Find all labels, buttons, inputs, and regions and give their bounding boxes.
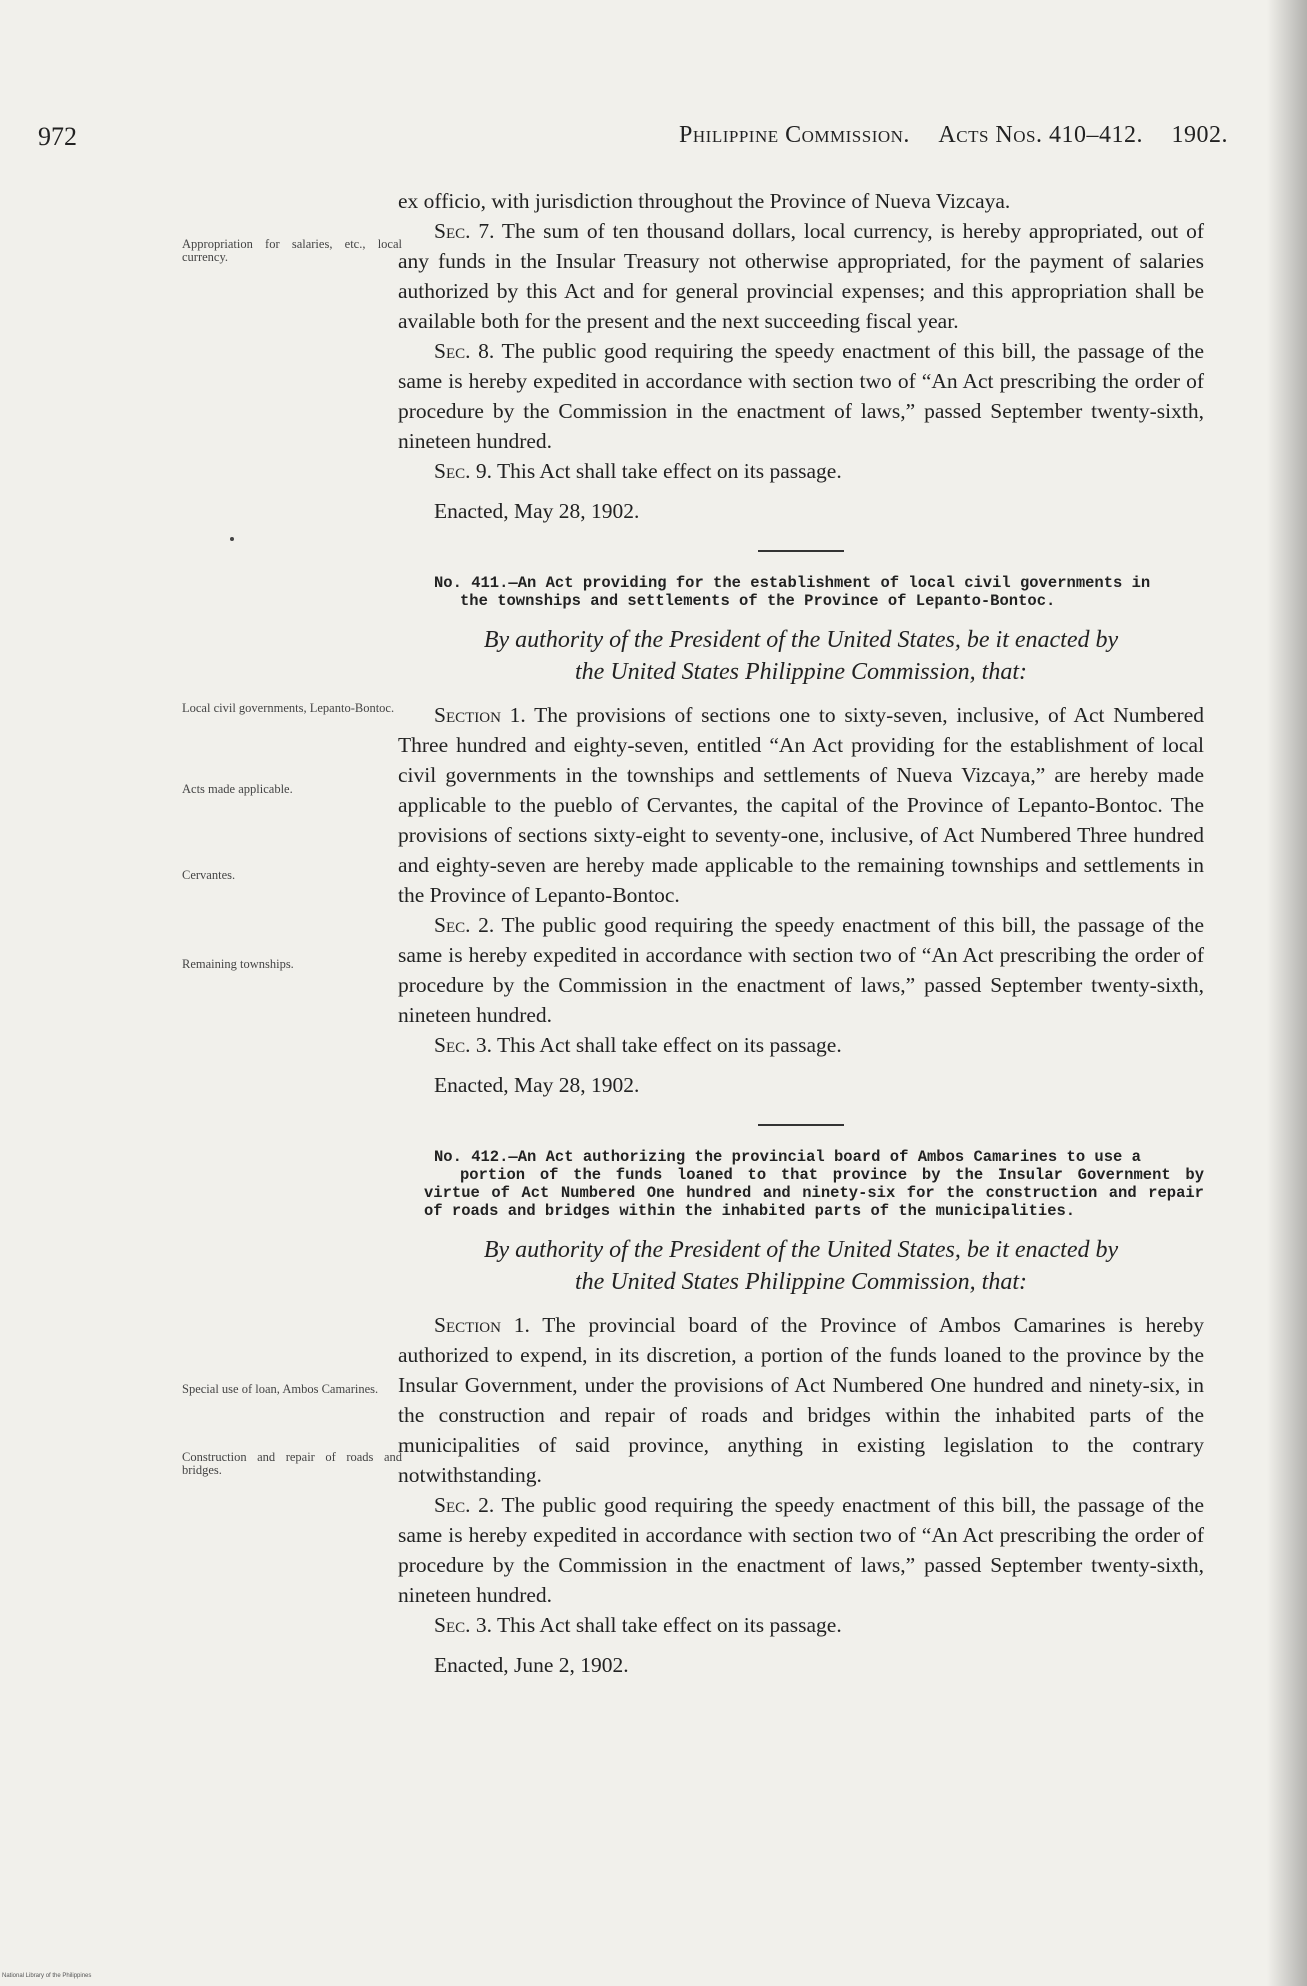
act-410-section-7 (398, 216, 1204, 336)
running-head-year: 1902. (1171, 122, 1228, 148)
act-411-enacted: Enacted, May 28, 1902. (434, 1073, 640, 1097)
section-label: Section 1. (434, 1313, 530, 1337)
section-text: The public good requiring the speedy enactment of this bill, the passage of the same is hereby expedited in accordance with section two of “An Act prescribing the order of procedure by the Commission in the enactment of laws,” passed September twenty-sixth, nineteen hundred. (398, 913, 1204, 1027)
act-412-section-2 (398, 1490, 1204, 1610)
act-number: No. 411. (434, 574, 509, 592)
enacting-clause-line-1: By authority of the President of the United States, be it enacted by (483, 627, 1119, 653)
page-number: 972 (38, 122, 77, 151)
scan-credit: National Library of the Philippines (2, 1973, 92, 1979)
margin-note-cervantes: Cervantes. (182, 868, 236, 882)
page-edge-shadow (1267, 0, 1307, 1986)
running-head (657, 122, 1228, 149)
act-410-section-8 (398, 336, 1204, 456)
act-title-rest: portion of the funds loaned to that province by the Insular Government by virtue of Act Numbered One hundred and ninety-six for the construction and repair of roads and bridges within the inhabited parts of the municipalities. (424, 1166, 1204, 1220)
act-411-section-3 (398, 1030, 1204, 1060)
section-label: Sec. 9. (434, 459, 492, 483)
section-divider (758, 550, 844, 552)
act-title-first-line: —An Act providing for the establishment of local civil governments in (508, 574, 1151, 592)
section-label: Section 1. (434, 703, 526, 727)
section-label: Sec. 7. (434, 219, 495, 243)
act-412-section-1 (398, 1310, 1204, 1490)
act-number: No. 412. (434, 1148, 509, 1166)
main-text-column (398, 186, 1204, 1680)
act-412-section-3 (398, 1610, 1204, 1640)
section-text: The provisions of sections one to sixty-seven, inclusive, of Act Numbered Three hundred and eighty-seven, entitled “An Act providing for the establishment of local civil governments in the townships and settlements of Nueva Vizcaya,” are hereby made applicable to the pueblo of Cervantes, the capital of the Province of Lepanto-Bontoc. The provisions of sections sixty-eight to seventy-one, inclusive, of Act Numbered Three hundred and eighty-seven are hereby made applicable to the remaining townships and settlements in the Province of Lepanto-Bontoc. (398, 703, 1204, 907)
act-411-title (398, 574, 1204, 610)
section-label: Sec. 8. (434, 339, 495, 363)
section-label: Sec. 2. (434, 1493, 495, 1517)
enacting-clause-line-2: the United States Philippine Commission, that: (575, 1269, 1027, 1295)
margin-note-remaining: Remaining townships. (182, 957, 294, 971)
margin-note-acts-applicable: Acts made applicable. (182, 782, 293, 796)
section-text: The sum of ten thousand dollars, local currency, is hereby appropriated, out of any funds in the Insular Treasury not otherwise appropriated, for the payment of salaries authorized by this Act and for general provincial expenses; and this appropriation shall be available both for the present and the next succeeding fiscal year. (398, 219, 1204, 333)
section-text: This Act shall take effect on its passage. (497, 1613, 842, 1637)
act-412-enacting-clause (398, 1234, 1204, 1298)
act-412-title (398, 1148, 1204, 1220)
section-label: Sec. 2. (434, 913, 495, 937)
section-divider (758, 1124, 844, 1126)
margin-note-special-use: Special use of loan, Ambos Camarines. (182, 1382, 379, 1396)
section-text: The provincial board of the Province of Ambos Camarines is hereby authorized to expend, in its discretion, a portion of the funds loaned to the province by the Insular Government, under the provisions of Act Numbered One hundred and ninety-six, in the construction and repair of roads and bridges within the inhabited parts of the municipalities of said province, anything in existing legislation to the contrary notwithstanding. (398, 1313, 1204, 1487)
running-head-acts: Acts Nos. 410–412. (938, 122, 1143, 148)
act-411-section-1 (398, 700, 1204, 910)
enacting-clause-line-1: By authority of the President of the United States, be it enacted by (483, 1237, 1119, 1263)
section-text: The public good requiring the speedy enactment of this bill, the passage of the same is hereby expedited in accordance with section two of “An Act prescribing the order of procedure by the Commission in the enactment of laws,” passed September twenty-sixth, nineteen hundred. (398, 1493, 1204, 1607)
act-411-section-2 (398, 910, 1204, 1030)
act-412-enacted: Enacted, June 2, 1902. (434, 1653, 629, 1677)
act-410-continuation: ex officio, with jurisdiction throughout the Province of Nueva Vizcaya. (398, 189, 1011, 213)
running-head-title: Philippine Commission. (679, 122, 910, 148)
page-header (38, 122, 1228, 156)
section-label: Sec. 3. (434, 1613, 492, 1637)
act-title-rest: the townships and settlements of the Province of Lepanto-Bontoc. (460, 592, 1056, 610)
margin-note-local-civil: Local civil governments, Lepanto-Bontoc. (182, 701, 395, 715)
margin-note-construction: Construction and repair of roads and bridges. (182, 1450, 402, 1477)
act-410-enacted: Enacted, May 28, 1902. (434, 499, 640, 523)
section-text: This Act shall take effect on its passage. (497, 459, 842, 483)
section-text: The public good requiring the speedy enactment of this bill, the passage of the same is hereby expedited in accordance with section two of “An Act prescribing the order of procedure by the Commission in the enactment of laws,” passed September twenty-sixth, nineteen hundred. (398, 339, 1204, 453)
act-title-first-line: —An Act authorizing the provincial board of Ambos Camarines to use a (508, 1148, 1141, 1166)
section-text: This Act shall take effect on its passage. (497, 1033, 842, 1057)
act-411-enacting-clause (398, 624, 1204, 688)
act-410-section-9 (398, 456, 1204, 486)
section-label: Sec. 3. (434, 1033, 492, 1057)
margin-note-appropriation: Appropriation for salaries, etc., local currency. (182, 237, 402, 264)
enacting-clause-line-2: the United States Philippine Commission, that: (575, 659, 1027, 685)
stray-mark (230, 537, 234, 541)
